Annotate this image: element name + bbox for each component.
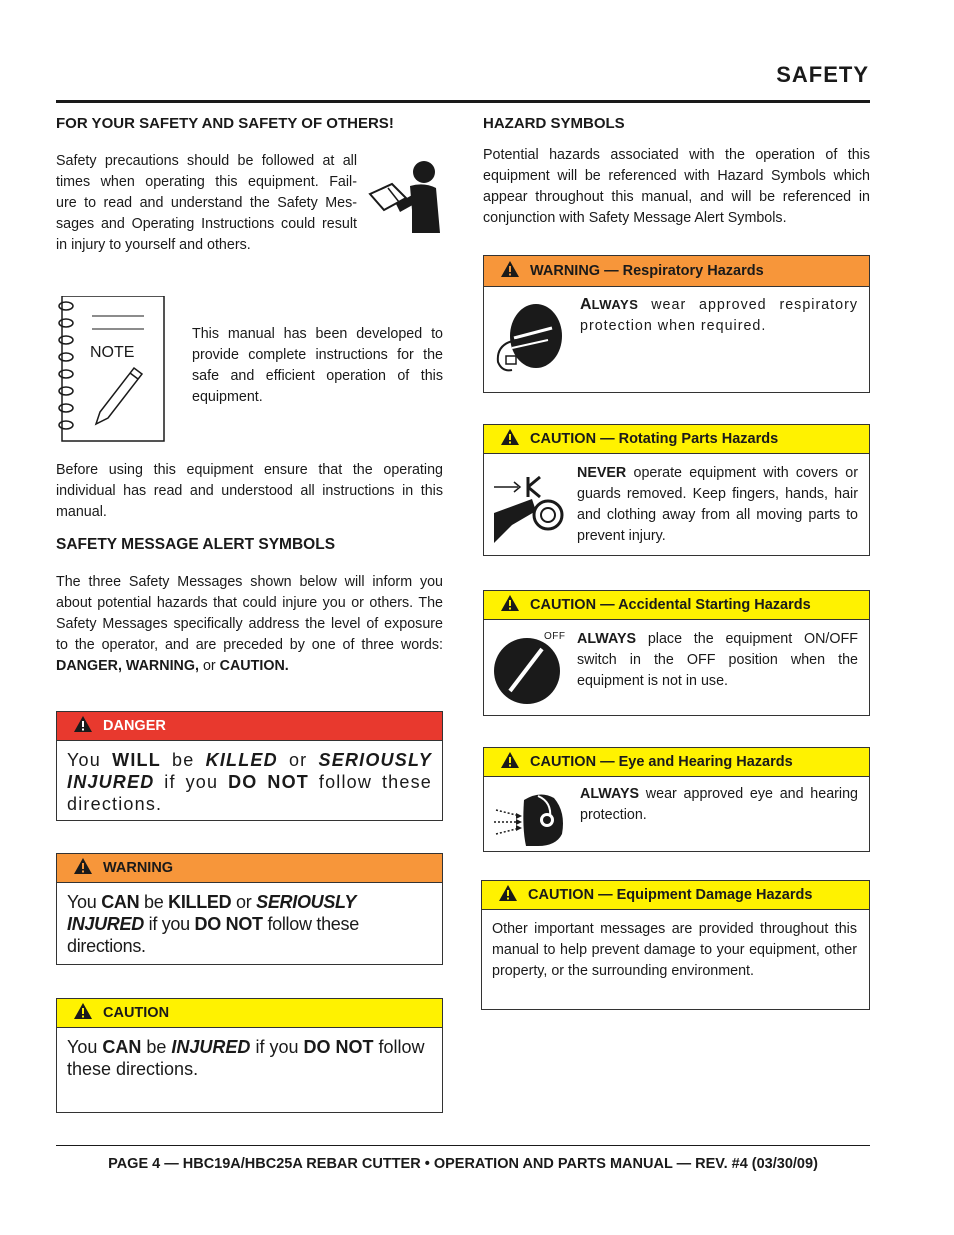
safety-intro-line: sages and Operating Instructions could result (56, 216, 357, 232)
warning-triangle-icon (500, 751, 520, 773)
safety-intro-line: times when operating this equipment. Fail- (56, 174, 357, 190)
note-label: NOTE (90, 344, 135, 361)
msg-seriously-injured: SERIOUSLY INJURED (67, 892, 356, 934)
safety-intro-paragraph (56, 151, 357, 256)
msg-do-not: DO NOT (194, 914, 263, 934)
equipment-damage-hazard-box (481, 880, 870, 1010)
rotating-parts-hazard-box (483, 424, 870, 556)
warning-message-box (56, 853, 443, 965)
msg-or: or (231, 892, 257, 912)
page-title: SAFETY (776, 62, 869, 87)
eye-hearing-hazard-header (484, 748, 869, 777)
msg-killed: KILLED (205, 750, 278, 770)
off-switch-icon (492, 635, 562, 705)
manual-description-line: provide complete instructions for the (192, 347, 443, 363)
rotating-parts-hazard-label: CAUTION — Rotating Parts Hazards (530, 431, 779, 447)
respiratory-hazard-text (580, 294, 858, 337)
msg-if-you: if you (143, 914, 195, 934)
respirator-icon (492, 300, 562, 378)
section-heading-hazard-symbols: HAZARD SYMBOLS (483, 115, 625, 132)
eye-hearing-hazard-text (580, 784, 858, 826)
accidental-starting-hazard-label: CAUTION — Accidental Starting Hazards (530, 597, 811, 613)
footer-rule (56, 1145, 870, 1146)
warning-triangle-icon (73, 857, 93, 879)
msg-be: be (160, 750, 206, 770)
caution-message-box (56, 998, 443, 1113)
warning-triangle-icon (500, 428, 520, 450)
respiratory-hazard-desc: wear approved respiratory protection when required. (580, 297, 858, 334)
hazard-symbols-paragraph: Potential hazards associated with the operation of this equipment will be referenced with Hazard Symbols which appear throughout this manual, and will be referenced in conjunction with Safety Message Alert Symbols. (483, 147, 870, 226)
off-label: OFF (544, 631, 566, 642)
page-footer: PAGE 4 — HBC19A/HBC25A REBAR CUTTER • OPERATION AND PARTS MANUAL — REV. #4 (03/30/09) (108, 1156, 818, 1172)
section-heading-safety: FOR YOUR SAFETY AND SAFETY OF OTHERS! (56, 115, 394, 132)
warning-triangle-icon (73, 1002, 93, 1024)
manual-description-line: equipment. (192, 389, 263, 405)
msg-killed: KILLED (168, 892, 232, 912)
msg-injured: INJURED (171, 1037, 251, 1057)
msg-you: You (67, 1037, 103, 1057)
msg-will: WILL (112, 750, 161, 770)
eye-hearing-hazard-label: CAUTION — Eye and Hearing Hazards (530, 754, 793, 770)
danger-message-box (56, 711, 443, 821)
msg-if-you: if you (250, 1037, 304, 1057)
eye-hearing-hazard-box (483, 747, 870, 852)
manual-description-line: safe and efficient operation of this (192, 368, 443, 384)
warning-message (57, 883, 442, 957)
warning-label: WARNING (103, 860, 174, 876)
alert-symbols-paragraph (56, 572, 443, 677)
warning-triangle-icon (500, 594, 520, 616)
safety-intro-line: Safety precautions should be followed at all (56, 153, 357, 169)
kw-never: NEVER (577, 465, 627, 481)
respiratory-hazard-box (483, 255, 870, 393)
msg-you: You (67, 750, 113, 770)
reading-person-icon (366, 158, 444, 234)
msg-you: You (67, 892, 102, 912)
warning-triangle-icon (498, 884, 518, 906)
msg-do-not: DO NOT (303, 1037, 374, 1057)
alert-word-caution: CAUTION. (219, 658, 289, 674)
msg-can: CAN (102, 1037, 142, 1057)
caution-header (57, 999, 442, 1028)
eye-hearing-hazard-desc: wear approved eye and hearing protection. (580, 786, 858, 823)
warning-header (57, 854, 442, 883)
msg-or: or (277, 750, 319, 770)
kw-always-rest: LWAYS (591, 297, 639, 312)
msg-can: CAN (101, 892, 140, 912)
msg-rest: follow these directions. (67, 1037, 425, 1079)
eye-ear-protection-icon (492, 788, 572, 850)
accidental-starting-hazard-header (484, 591, 869, 620)
danger-header (57, 712, 442, 741)
respiratory-hazard-header (484, 256, 869, 287)
before-using-paragraph: Before using this equipment ensure that the operating individual has read and understood all instructions in this manual. (56, 462, 443, 520)
rotating-parts-hazard-header (484, 425, 869, 454)
alert-word-or: or (198, 658, 220, 674)
rotating-parts-hazard-text (577, 463, 858, 547)
accidental-starting-hazard-desc: place the equipment ON/OFF switch in the OFF position when the equipment is not in use. (577, 631, 858, 689)
kw-always: ALWAYS (580, 786, 640, 802)
msg-if-you: if you (154, 772, 229, 792)
safety-intro-line: ure to read and understand the Safety Mes- (56, 195, 357, 211)
warning-triangle-icon (73, 715, 93, 737)
alert-symbols-text: The three Safety Messages shown below will inform you about potential hazards that could injure you or others. The Safety Messages specifically address the level of exposure to the operator, and are preceded by one of three words: (56, 574, 443, 653)
msg-seriously-injured: SERIOUSLY INJURED (67, 750, 433, 792)
kw-always: ALWAYS (577, 631, 637, 647)
equipment-damage-hazard-header (482, 881, 869, 910)
danger-label: DANGER (103, 718, 166, 734)
warning-triangle-icon (500, 260, 520, 282)
kw-always-first: A (580, 296, 592, 313)
msg-be: be (139, 892, 169, 912)
equipment-damage-hazard-text: Other important messages are provided throughout this manual to help prevent damage to your equipment, other property, or the surrounding environment. (492, 921, 857, 979)
note-notebook-icon (56, 296, 165, 442)
caution-message (57, 1028, 442, 1080)
safety-intro-line: in injury to yourself and others. (56, 237, 251, 253)
respiratory-hazard-label: WARNING — Respiratory Hazards (530, 263, 764, 279)
accidental-starting-hazard-box (483, 590, 870, 716)
accidental-starting-hazard-text (577, 629, 858, 692)
manual-description-paragraph (192, 324, 443, 408)
rotating-parts-icon (492, 471, 570, 545)
equipment-damage-hazard-label: CAUTION — Equipment Damage Hazards (528, 887, 813, 903)
msg-do-not: DO NOT (228, 772, 309, 792)
msg-rest: follow these directions. (67, 914, 359, 956)
section-heading-alert-symbols: SAFETY MESSAGE ALERT SYMBOLS (56, 536, 336, 553)
msg-be: be (141, 1037, 172, 1057)
header-rule (56, 100, 870, 103)
manual-description-line: This manual has been developed to (192, 326, 443, 342)
alert-word-danger-warning: DANGER, WARNING, (56, 658, 199, 674)
rotating-parts-hazard-desc: operate equipment with covers or guards removed. Keep fingers, hands, hair and clothing away from all moving parts to prevent injury. (577, 465, 858, 544)
msg-rest: follow these directions. (67, 772, 433, 814)
caution-label: CAUTION (103, 1005, 170, 1021)
danger-message (57, 741, 442, 815)
